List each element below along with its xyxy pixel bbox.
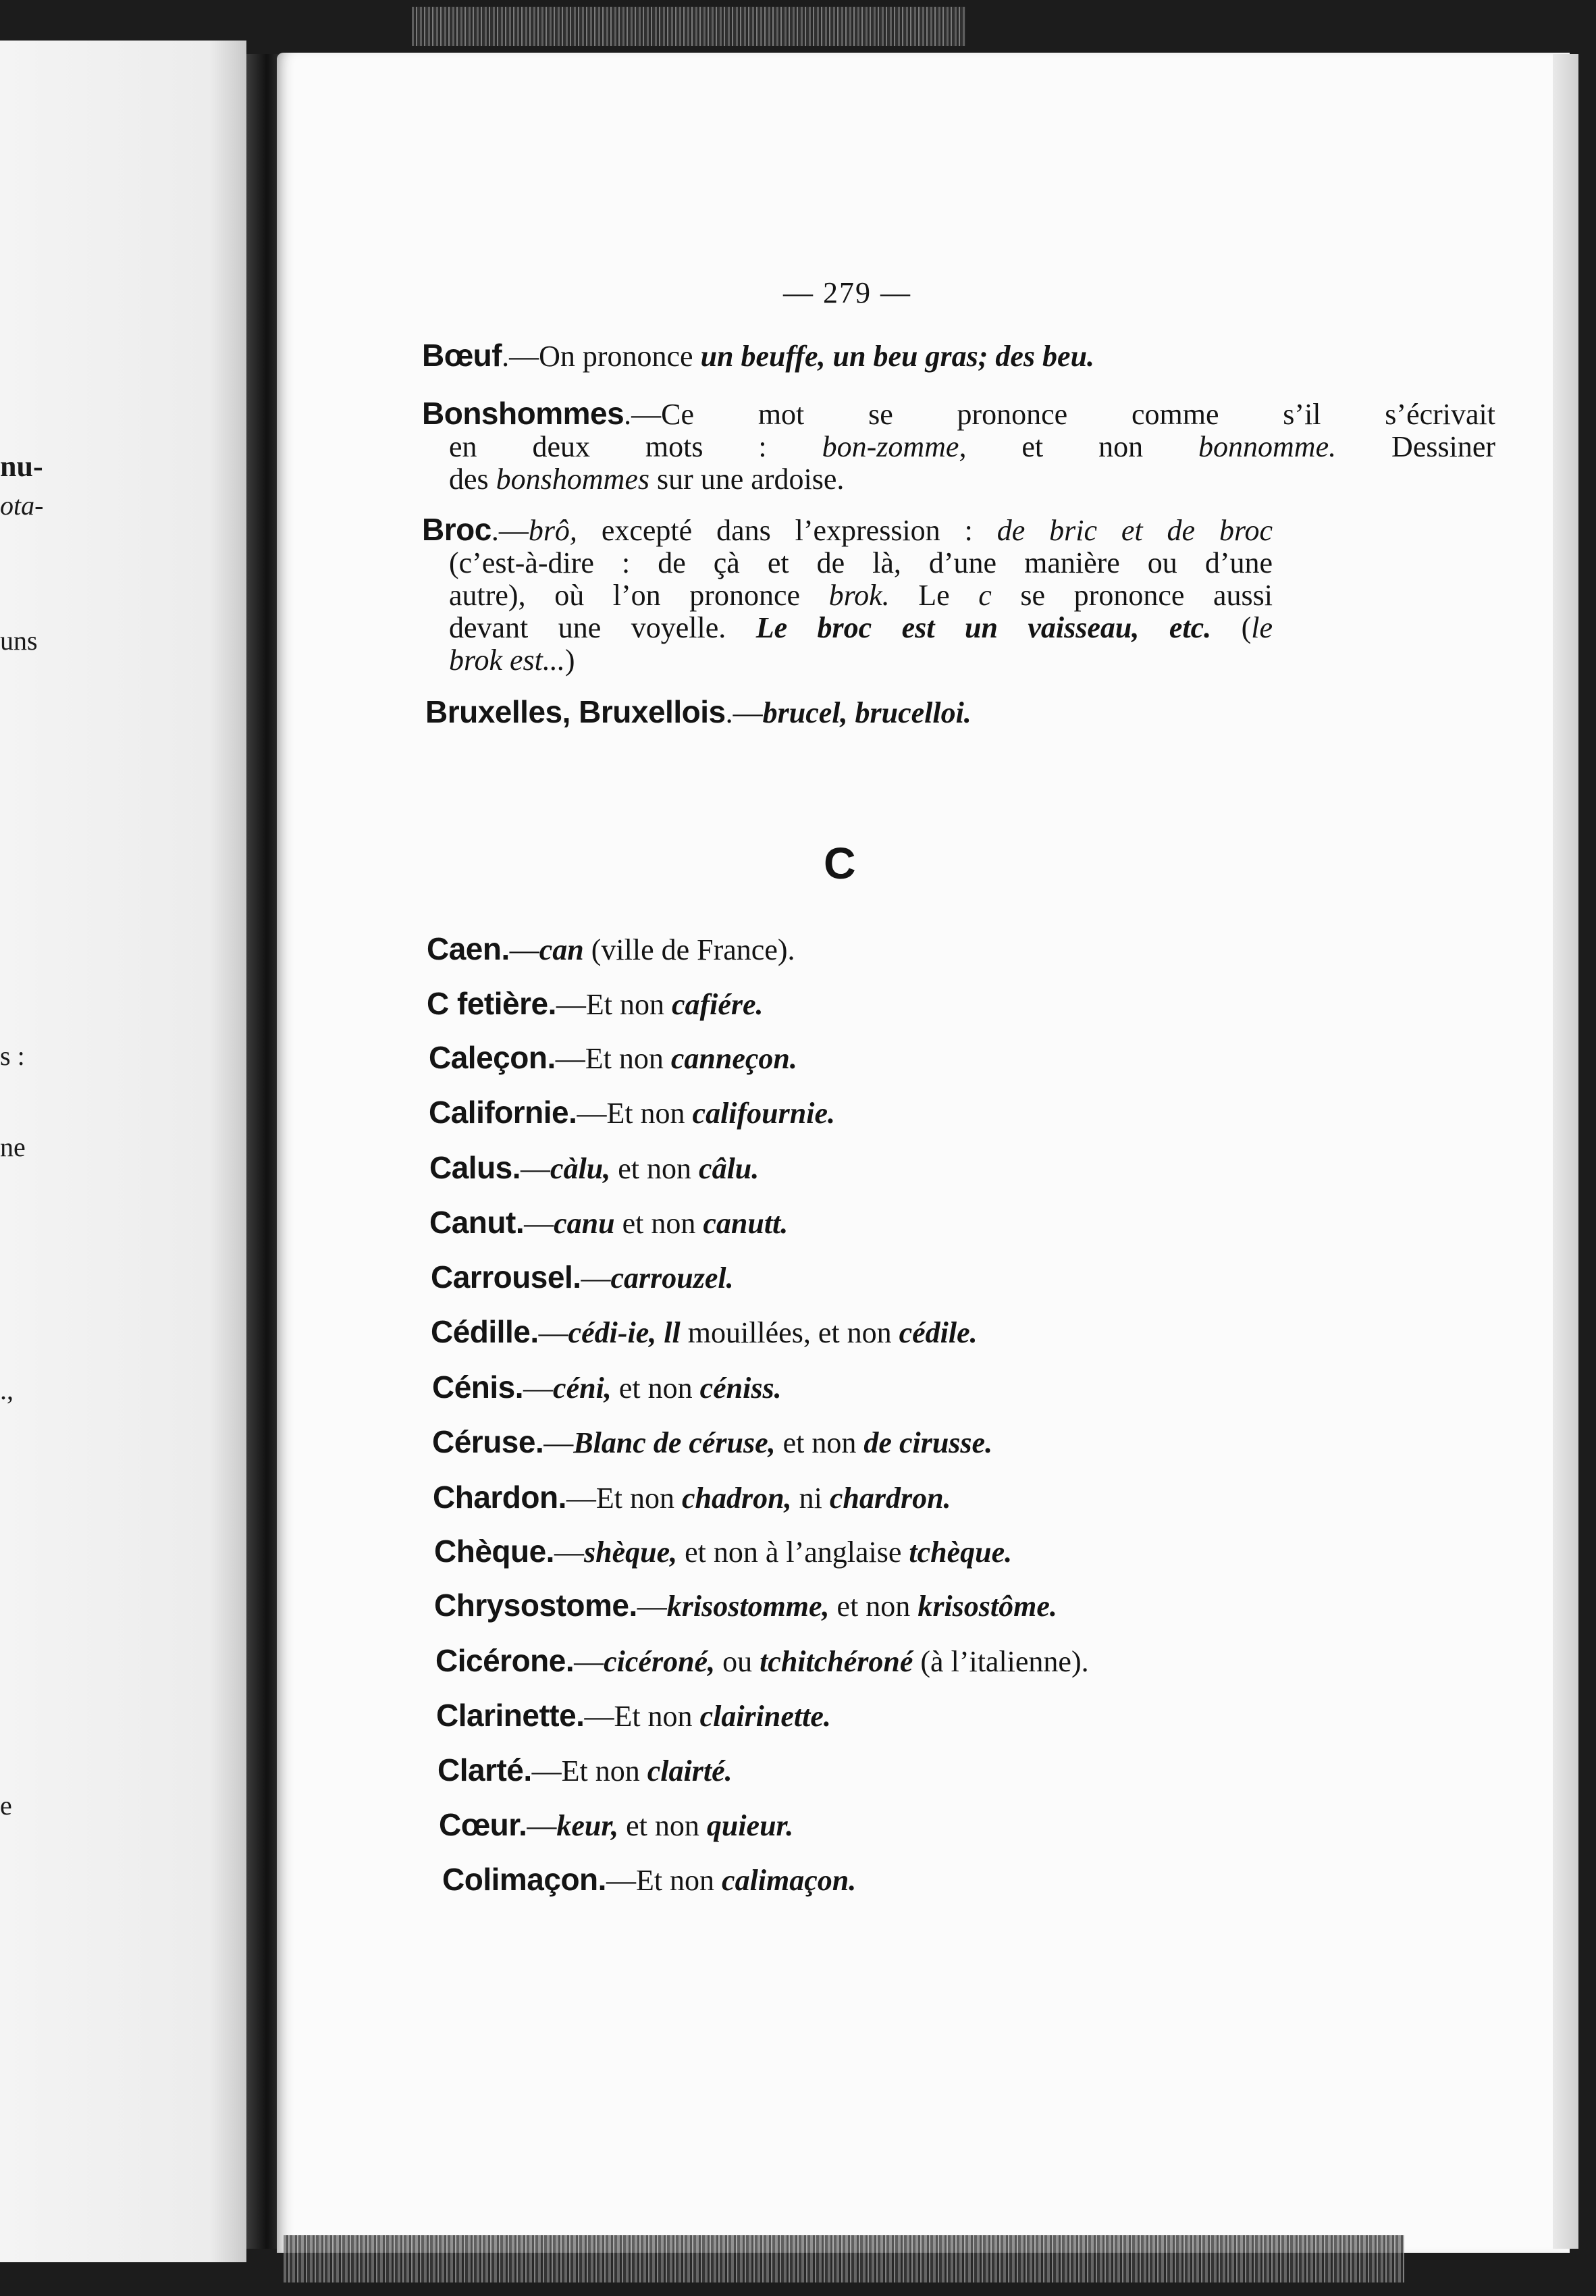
page-number: — 279 — [783,276,911,309]
headword: Caleçon. [429,1040,556,1075]
c-entry: C fetière.—Et non cafiére. [427,986,764,1021]
c-entry: Clarté.—Et non clairté. [437,1752,733,1788]
headword: Céruse. [432,1424,544,1459]
scan-noise-bottom [284,2235,1404,2282]
entry-bruxelles: Bruxelles, Bruxellois.—brucel, brucelloi. [425,694,972,729]
c-entry: Clarinette.—Et non clairinette. [436,1698,831,1733]
c-entry: Carrousel.—carrouzel. [431,1259,734,1295]
headword: C fetière. [427,986,556,1021]
left-fragment: e [0,1790,12,1821]
headword: Broc [422,512,491,547]
headword: Clarté. [437,1752,532,1788]
headword: Chrysostome. [434,1588,637,1623]
headword: Cœur. [439,1807,527,1842]
headword: Chèque. [434,1534,554,1569]
headword: Bœuf [422,338,502,373]
c-entry: Californie.—Et non califournie. [429,1095,835,1130]
headword: Calus. [429,1150,521,1185]
c-entry: Caen.—can (ville de France). [427,931,795,966]
entry-boeuf: Bœuf.—On prononce un beuffe, un beu gras; des beu. [422,338,1095,373]
c-entry: Colimaçon.—Et non calimaçon. [442,1862,857,1897]
scan-noise-top [412,7,965,46]
c-entry: Chardon.—Et non chadron, ni chardron. [433,1480,951,1515]
headword: Chardon. [433,1480,566,1515]
left-fragment: ne [0,1132,26,1162]
left-fragment: nu- [0,450,43,483]
c-entry: Calus.—càlu, et non câlu. [429,1150,760,1185]
left-page [0,41,246,2262]
c-entry: Cicérone.—cicéroné, ou tchitchéroné (à l’italienne). [435,1643,1089,1678]
headword: Canut. [429,1205,525,1240]
left-fragment: s : [0,1041,25,1071]
headword: Bonshommes [422,396,624,431]
headword: Cicérone. [435,1643,575,1678]
headword: Colimaçon. [442,1862,606,1897]
left-fragment: uns [0,625,38,656]
left-fragment: ota- [0,490,44,521]
page-edge [1553,54,1578,2249]
headword: Bruxelles, Bruxellois [425,694,726,729]
c-entry: Chèque.—shèque, et non à l’anglaise tchèque. [434,1534,1013,1569]
c-entry: Caleçon.—Et non canneçon. [429,1040,797,1075]
c-entry: Canut.—canu et non canutt. [429,1205,789,1240]
entry-bonshommes: Bonshommes.—Ce mot se prononce comme s’il s’écrivait en deux mots : bon-zomme, et non bonnomme. Dessiner des bonshommes sur une ardoise. [422,396,1495,496]
c-entry: Cédille.—cédi-ie, ll mouillées, et non cédile. [431,1314,978,1349]
headword: Caen. [427,931,510,966]
book-gutter [246,54,280,2249]
c-entry: Chrysostome.—krisostomme, et non krisostôme. [434,1588,1057,1623]
c-entry: Cénis.—céni, et non céniss. [432,1369,782,1405]
section-letter: C [824,838,856,888]
headword: Clarinette. [436,1698,585,1733]
c-entry: Cœur.—keur, et non quieur. [439,1807,794,1842]
left-fragment: ., [0,1375,14,1405]
headword: Carrousel. [431,1259,581,1295]
entry-broc: Broc.—brô, excepté dans l’expression : de bric et de broc (c’est-à-dire : de çà et de là, d’une manière ou d’une autre), où l’on prononce brok. Le c se prononce aussi devant une voyelle. Le broc est un vaisseau, etc. (le brok est...) [422,512,1273,677]
headword: Californie. [429,1095,577,1130]
headword: Cénis. [432,1369,524,1405]
c-entry: Céruse.—Blanc de céruse, et non de cirusse. [432,1424,993,1459]
headword: Cédille. [431,1314,539,1349]
